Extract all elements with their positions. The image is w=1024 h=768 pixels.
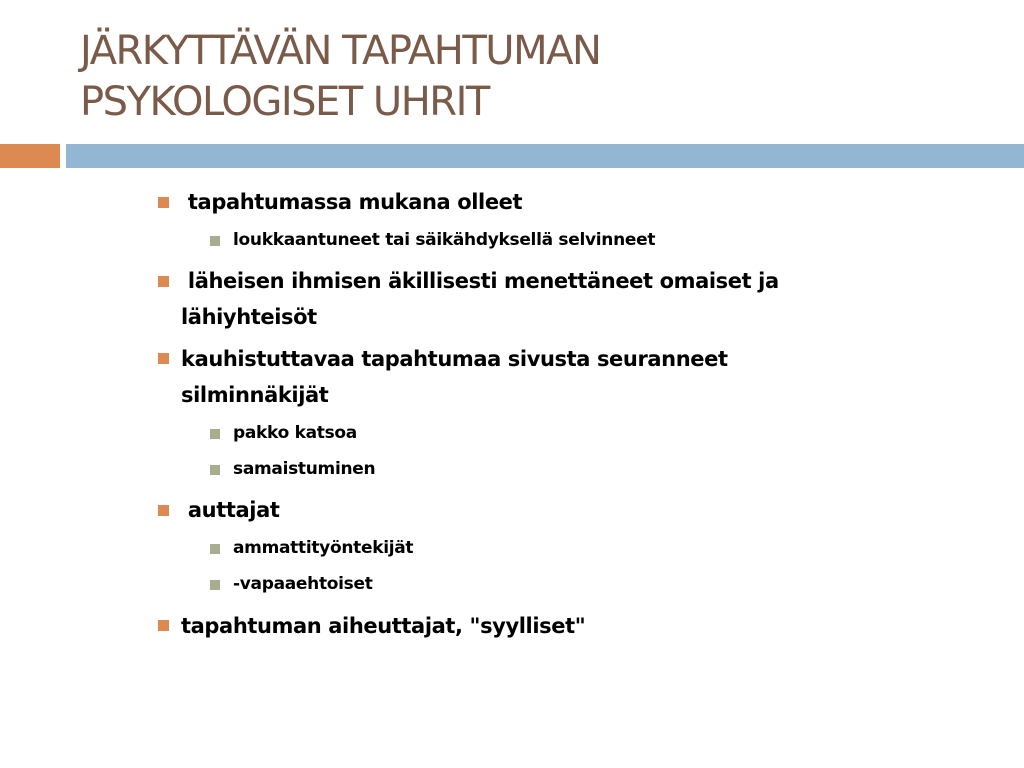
- bullet-square-icon: [210, 544, 220, 554]
- bullet-item-line: auttajat: [181, 498, 280, 522]
- bullet-square-icon: [210, 236, 220, 246]
- bullet-item-line: tapahtuman aiheuttajat, "syylliset": [181, 614, 586, 638]
- bullet-item-line: tapahtumassa mukana olleet: [181, 190, 523, 214]
- bullet-square-icon: [210, 580, 220, 590]
- bullet-square-icon: [158, 353, 169, 364]
- bullet-square-icon: [158, 620, 169, 631]
- bullet-square-icon: [158, 197, 169, 208]
- bullet-item: [181, 263, 779, 335]
- sub-bullet-item: [233, 421, 357, 445]
- bullet-item: [181, 341, 728, 413]
- bullet-item-line: kauhistuttavaa tapahtumaa sivusta seuranneet: [181, 347, 728, 371]
- bullet-item-line: samaistuminen: [233, 459, 376, 479]
- bullet-square-icon: [158, 276, 169, 287]
- bullet-item-line: pakko katsoa: [233, 423, 357, 443]
- sub-bullet-item: [233, 457, 375, 481]
- sub-bullet-item: [233, 536, 413, 560]
- bullet-item-line: silminnäkijät: [181, 383, 329, 407]
- bullet-square-icon: [210, 429, 220, 439]
- sub-bullet-item: [233, 228, 655, 252]
- bullet-item-line: ammattityöntekijät: [233, 538, 414, 558]
- slide-title-line-2: PSYKOLOGISET UHRIT: [80, 79, 489, 125]
- slide-title-line-1: JÄRKYTTÄVÄN TAPAHTUMAN: [80, 28, 601, 74]
- bullet-item-line: loukkaantuneet tai säikähdyksellä selvinneet: [233, 230, 656, 250]
- bullet-item: [181, 492, 280, 528]
- bullet-item-line: -vapaaehtoiset: [233, 574, 373, 594]
- bullet-item: [181, 184, 522, 220]
- sub-bullet-item: [233, 572, 373, 596]
- bullet-square-icon: [210, 465, 220, 475]
- bullet-item-line: läheisen ihmisen äkillisesti menettäneet omaiset ja: [181, 269, 779, 293]
- bullet-item: [181, 608, 585, 644]
- bullet-item-line: lähiyhteisöt: [181, 305, 317, 329]
- bullet-square-icon: [158, 505, 169, 516]
